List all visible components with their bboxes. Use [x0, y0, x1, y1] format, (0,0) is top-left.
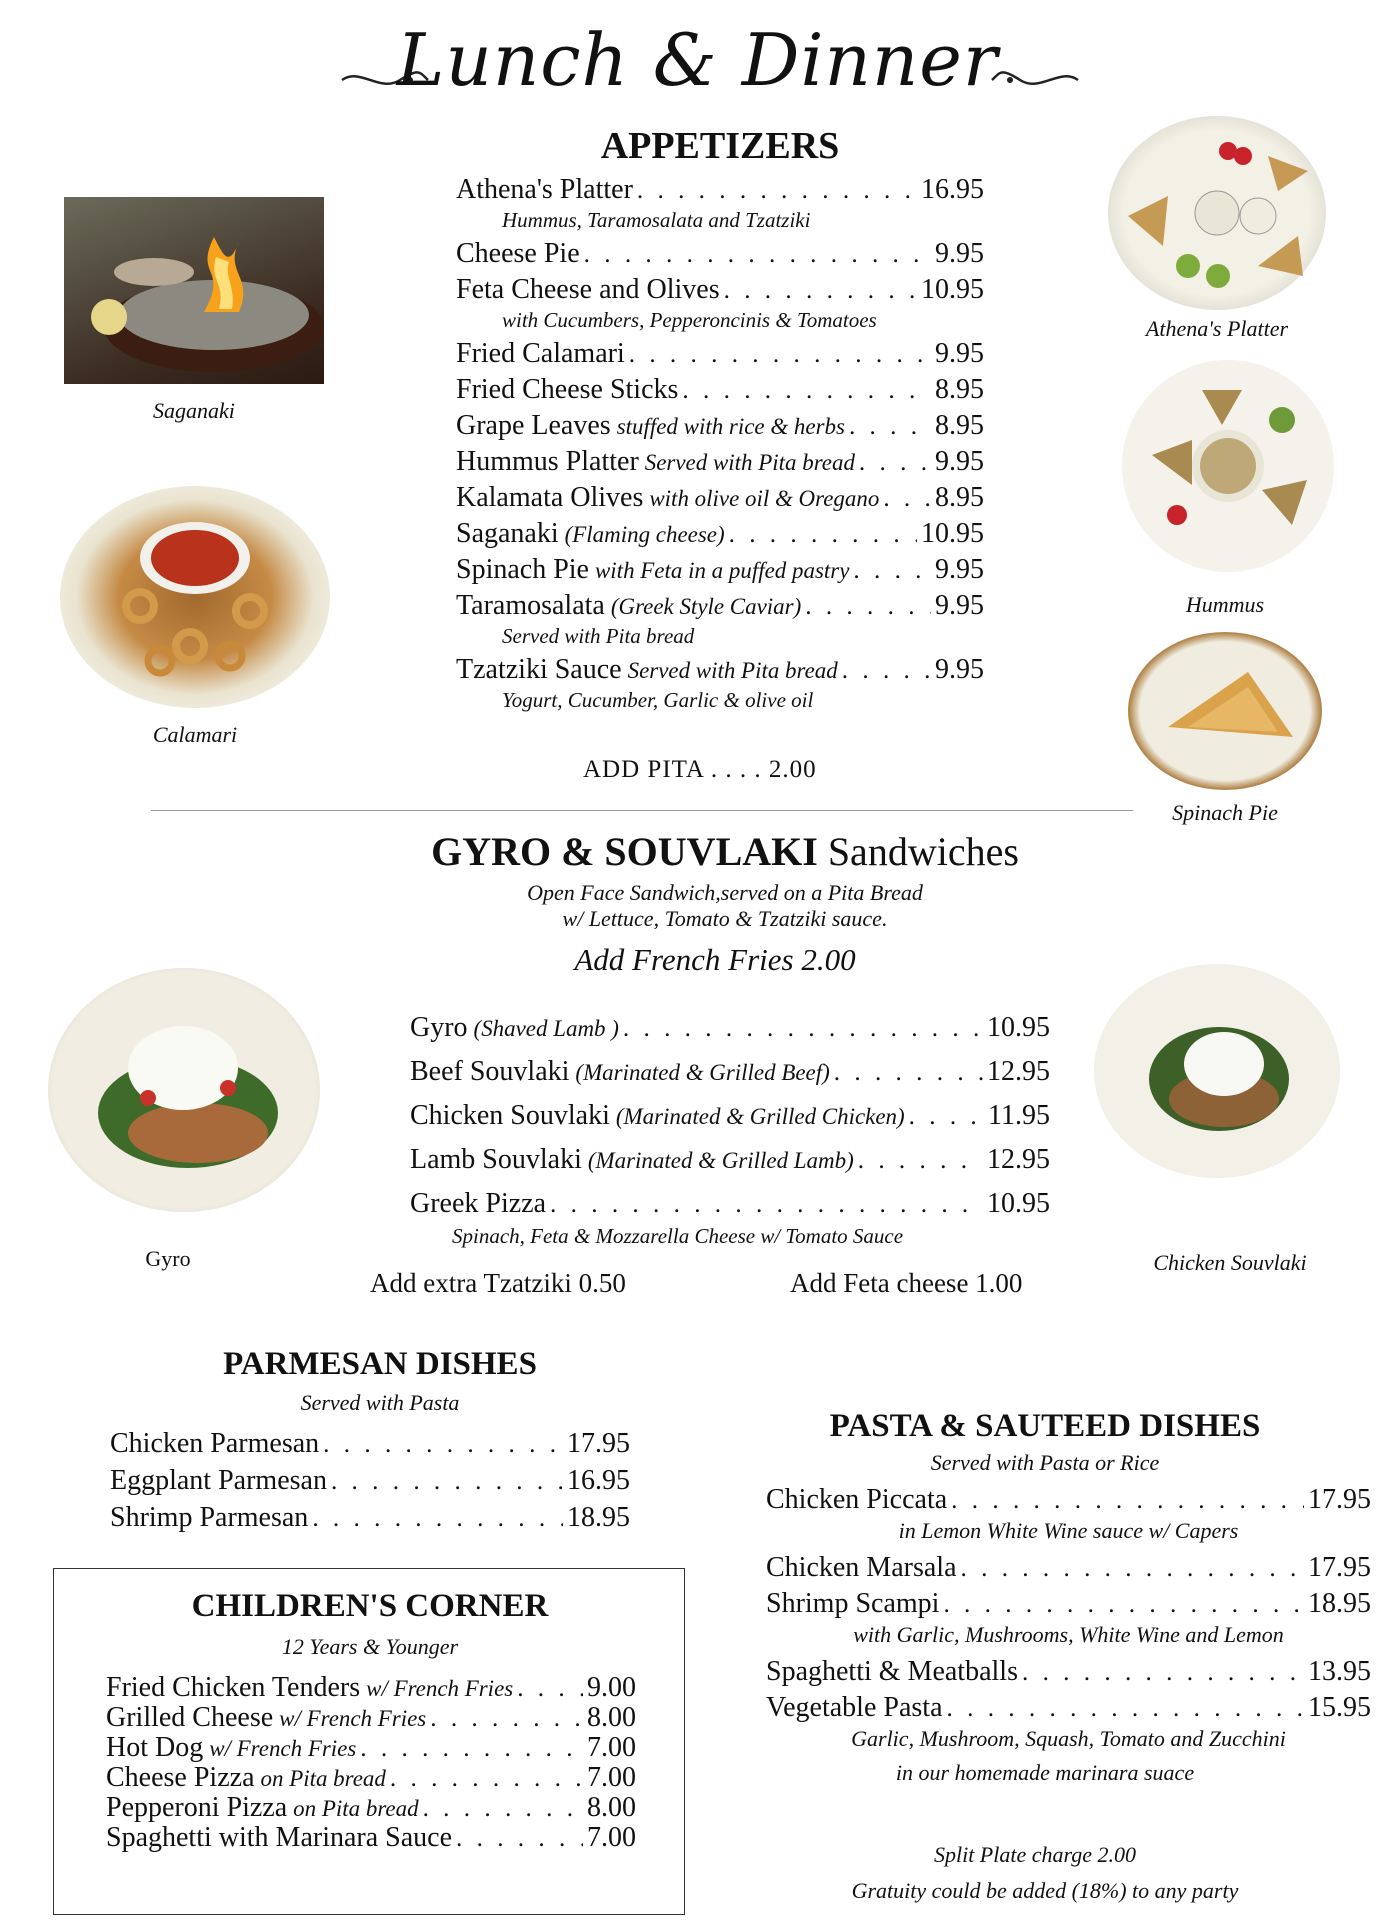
gyro-note-2: w/ Lettuce, Tomato & Tzatziki sauce.: [562, 906, 888, 931]
item-price: 9.95: [935, 238, 984, 269]
extra-tzatziki: Add extra Tzatziki 0.50: [370, 1268, 626, 1298]
item-description: w/ French Fries: [366, 1676, 514, 1701]
leader-dots: [883, 485, 931, 513]
item-name: Cheese Pizza: [106, 1762, 255, 1793]
leader-dots: [859, 449, 931, 477]
item-price: 17.95: [567, 1428, 630, 1459]
gyro-note-1: Open Face Sandwich,served on a Pita Bread: [527, 880, 923, 905]
menu-item: [106, 1702, 636, 1734]
menu-item: [106, 1822, 636, 1854]
leader-dots: [430, 1705, 583, 1733]
item-price: 10.95: [921, 518, 984, 549]
right-flourish-icon: [990, 58, 1080, 105]
menu-item: [456, 518, 984, 550]
item-description: Served with Pita bread: [644, 450, 855, 475]
item-description: with olive oil & Oregano: [649, 486, 880, 511]
leader-dots: [331, 1468, 563, 1496]
leader-dots: [961, 1555, 1305, 1583]
leader-dots: [947, 1695, 1305, 1723]
item-price: 17.95: [1308, 1552, 1371, 1583]
item-description: (Greek Style Caviar): [610, 594, 802, 619]
item-price: 11.95: [988, 1100, 1050, 1131]
item-description: (Shaved Lamb ): [473, 1016, 619, 1041]
item-name: Cheese Pie: [456, 238, 580, 269]
menu-item: [456, 374, 984, 406]
gyro-heading: [0, 828, 1395, 875]
item-price: 16.95: [567, 1465, 630, 1496]
item-name: Shrimp Scampi: [766, 1588, 940, 1619]
item-subnote: Served with Pita bread: [502, 624, 695, 648]
extra-feta: Add Feta cheese 1.00: [790, 1268, 1023, 1298]
leader-dots: [951, 1487, 1304, 1515]
menu-item: [410, 1012, 1050, 1044]
menu-item: [766, 1588, 1371, 1620]
item-price: 10.95: [987, 1188, 1050, 1219]
item-name: Vegetable Pasta: [766, 1692, 943, 1723]
greek-pizza-note: Spinach, Feta & Mozzarella Cheese w/ Tomato Sauce: [452, 1224, 904, 1248]
menu-item: [456, 410, 984, 442]
leader-dots: [584, 241, 931, 269]
item-price: 12.95: [987, 1144, 1050, 1175]
item-name: Gyro: [410, 1012, 468, 1043]
item-name: Greek Pizza: [410, 1188, 547, 1219]
menu-item: [456, 590, 984, 622]
item-name: Spaghetti with Marinara Sauce: [106, 1822, 453, 1853]
item-name: Beef Souvlaki: [410, 1056, 570, 1087]
leader-dots: [858, 1147, 983, 1175]
menu-item: [110, 1465, 630, 1497]
leader-dots: [1022, 1659, 1304, 1687]
children-note: 12 Years & Younger: [281, 1634, 459, 1659]
menu-item: [456, 238, 984, 270]
menu-item: [766, 1484, 1371, 1516]
menu-item: [410, 1188, 1050, 1220]
item-name: Taramosalata: [456, 590, 605, 621]
children-heading: CHILDREN'S CORNER: [191, 1588, 549, 1624]
menu-item: [410, 1144, 1050, 1176]
menu-item: [456, 338, 984, 370]
caption-chicken-souvlaki: Chicken Souvlaki: [1153, 1250, 1307, 1275]
item-price: 15.95: [1308, 1692, 1371, 1723]
item-price: 8.00: [587, 1702, 636, 1733]
item-price: 7.00: [587, 1762, 636, 1793]
menu-item: [110, 1428, 630, 1460]
leader-dots: [943, 1591, 1304, 1619]
item-price: 8.95: [935, 410, 984, 441]
add-french-fries: Add French Fries 2.00: [574, 942, 856, 977]
item-price: 9.95: [935, 590, 984, 621]
item-subnote: Yogurt, Cucumber, Garlic & olive oil: [502, 688, 814, 712]
section-divider: [151, 810, 1133, 811]
item-name: Fried Cheese Sticks: [456, 374, 679, 405]
item-price: 9.95: [935, 554, 984, 585]
leader-dots: [629, 341, 931, 369]
item-name: Feta Cheese and Olives: [456, 274, 720, 305]
pasta-heading: PASTA & SAUTEED DISHES: [829, 1408, 1261, 1444]
appetizers-heading: APPETIZERS: [600, 125, 840, 167]
gyro-heading-caps: GYRO & SOUVLAKI: [431, 829, 818, 874]
item-price: 13.95: [1308, 1656, 1371, 1687]
item-description: (Marinated & Grilled Lamb): [587, 1148, 854, 1173]
caption-gyro: Gyro: [145, 1246, 191, 1271]
item-name: Chicken Souvlaki: [410, 1100, 610, 1131]
pasta-sub-extra: in our homemade marinara suace: [895, 1760, 1195, 1785]
item-price: 17.95: [1308, 1484, 1371, 1515]
item-name: Spinach Pie: [456, 554, 589, 585]
split-plate-note: Split Plate charge 2.00: [933, 1842, 1137, 1867]
leader-dots: [834, 1059, 983, 1087]
item-name: Fried Calamari: [456, 338, 625, 369]
item-name: Shrimp Parmesan: [110, 1502, 309, 1533]
item-subnote: in Lemon White Wine sauce w/ Capers: [898, 1518, 1239, 1543]
menu-item: [456, 274, 984, 306]
item-subnote: with Garlic, Mushrooms, White Wine and Lemon: [853, 1622, 1284, 1647]
spinach-pie-photo: [1128, 632, 1322, 790]
item-description: Served with Pita bread: [627, 658, 838, 683]
item-price: 9.95: [935, 654, 984, 685]
saganaki-photo: [64, 197, 324, 384]
menu-item: [106, 1762, 636, 1794]
menu-item: [410, 1100, 1050, 1132]
item-description: on Pita bread: [260, 1766, 386, 1791]
caption-saganaki: Saganaki: [153, 398, 235, 423]
item-name: Hummus Platter: [456, 446, 639, 477]
leader-dots: [842, 657, 931, 685]
item-name: Tzatziki Sauce: [456, 654, 622, 685]
leader-dots: [682, 377, 931, 405]
item-name: Eggplant Parmesan: [110, 1465, 327, 1496]
item-price: 16.95: [921, 174, 984, 205]
item-name: Chicken Marsala: [766, 1552, 957, 1583]
item-name: Fried Chicken Tenders: [106, 1672, 361, 1703]
menu-item: [106, 1672, 636, 1704]
item-subnote: Garlic, Mushroom, Squash, Tomato and Zucchini: [851, 1726, 1286, 1751]
leader-dots: [805, 593, 931, 621]
item-description: w/ French Fries: [209, 1736, 357, 1761]
item-price: 9.95: [935, 446, 984, 477]
leader-dots: [360, 1735, 583, 1763]
item-price: 10.95: [987, 1012, 1050, 1043]
menu-item: [766, 1692, 1371, 1724]
item-price: 9.95: [935, 338, 984, 369]
item-name: Chicken Piccata: [766, 1484, 948, 1515]
menu-item: [410, 1056, 1050, 1088]
item-price: 12.95: [987, 1056, 1050, 1087]
parmesan-heading: PARMESAN DISHES: [223, 1346, 537, 1382]
chicken-souvlaki-photo: [1094, 964, 1340, 1178]
parmesan-note: Served with Pasta: [300, 1390, 460, 1415]
leader-dots: [456, 1825, 583, 1853]
leader-dots: [909, 1103, 984, 1131]
menu-item: [766, 1552, 1371, 1584]
menu-item: [456, 174, 984, 206]
item-description: (Marinated & Grilled Chicken): [615, 1104, 905, 1129]
item-description: w/ French Fries: [279, 1706, 427, 1731]
caption-calamari: Calamari: [152, 722, 238, 747]
page-title: Lunch & Dinner: [396, 18, 999, 102]
item-name: Spaghetti & Meatballs: [766, 1656, 1018, 1687]
item-price: 18.95: [567, 1502, 630, 1533]
leader-dots: [849, 413, 931, 441]
add-pita-note: ADD PITA . . . . 2.00: [583, 756, 817, 783]
item-name: Grilled Cheese: [106, 1702, 274, 1733]
item-description: with Feta in a puffed pastry: [595, 558, 850, 583]
caption-spinach-pie: Spinach Pie: [1172, 800, 1278, 825]
item-name: Saganaki: [456, 518, 559, 549]
item-description: (Marinated & Grilled Beef): [575, 1060, 830, 1085]
item-name: Pepperoni Pizza: [106, 1792, 288, 1823]
item-description: (Flaming cheese): [564, 522, 725, 547]
item-price: 8.00: [587, 1792, 636, 1823]
caption-athenas-platter: Athena's Platter: [1145, 316, 1289, 341]
leader-dots: [423, 1795, 583, 1823]
item-name: Athena's Platter: [456, 174, 633, 205]
leader-dots: [550, 1191, 983, 1219]
leader-dots: [724, 277, 917, 305]
pasta-note: Served with Pasta or Rice: [930, 1450, 1160, 1475]
leader-dots: [312, 1505, 563, 1533]
athenas-platter-photo: [1108, 116, 1326, 310]
menu-item: [456, 654, 984, 686]
menu-item: [456, 482, 984, 514]
menu-item: [456, 554, 984, 586]
item-price: 8.95: [935, 482, 984, 513]
item-name: Kalamata Olives: [456, 482, 644, 513]
menu-item: [106, 1792, 636, 1824]
item-subnote: with Cucumbers, Pepperoncinis & Tomatoes: [502, 308, 877, 332]
item-subnote: Hummus, Taramosalata and Tzatziki: [502, 208, 811, 232]
leader-dots: [853, 557, 931, 585]
item-name: Chicken Parmesan: [110, 1428, 320, 1459]
leader-dots: [729, 521, 917, 549]
item-price: 8.95: [935, 374, 984, 405]
item-price: 18.95: [1308, 1588, 1371, 1619]
gyro-heading-rest: Sandwiches: [827, 829, 1019, 874]
item-description: stuffed with rice & herbs: [616, 414, 845, 439]
gyro-photo: [48, 968, 320, 1212]
menu-item: [106, 1732, 636, 1764]
item-price: 10.95: [921, 274, 984, 305]
menu-item: [456, 446, 984, 478]
item-name: Hot Dog: [106, 1732, 204, 1763]
menu-item: [766, 1656, 1371, 1688]
item-description: on Pita bread: [293, 1796, 419, 1821]
item-price: 7.00: [587, 1732, 636, 1763]
leader-dots: [623, 1015, 983, 1043]
hummus-photo: [1122, 360, 1334, 572]
item-name: Grape Leaves: [456, 410, 611, 441]
leader-dots: [637, 177, 917, 205]
menu-item: [110, 1502, 630, 1534]
gratuity-note: Gratuity could be added (18%) to any party: [851, 1878, 1239, 1903]
leader-dots: [323, 1431, 563, 1459]
calamari-photo: [60, 486, 330, 708]
item-name: Lamb Souvlaki: [410, 1144, 582, 1175]
leader-dots: [390, 1765, 583, 1793]
item-price: 7.00: [587, 1822, 636, 1853]
item-price: 9.00: [587, 1672, 636, 1703]
leader-dots: [517, 1675, 583, 1703]
caption-hummus: Hummus: [1185, 592, 1265, 617]
